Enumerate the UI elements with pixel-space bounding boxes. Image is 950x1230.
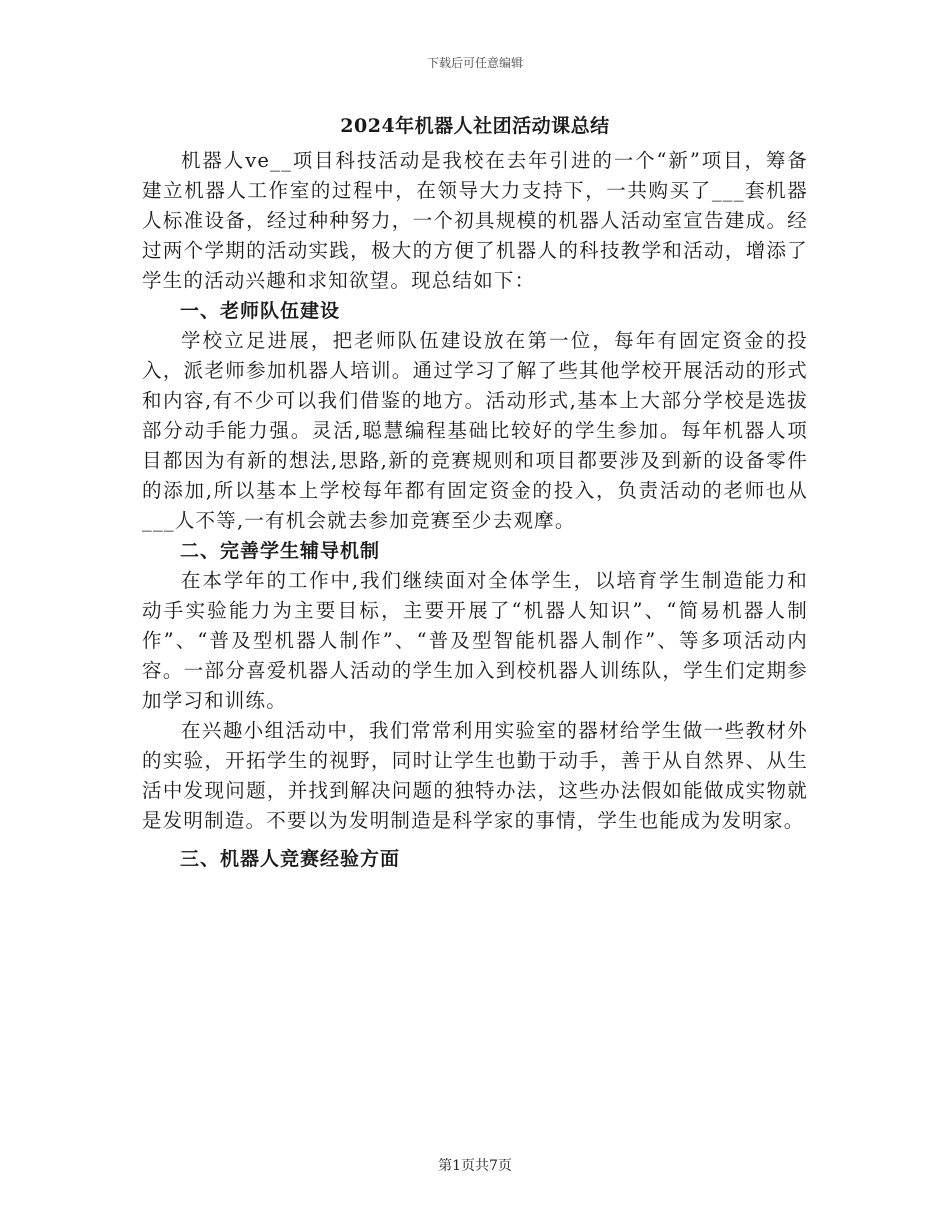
document-body [142,110,808,874]
section-body-student-guidance-2: 在兴趣小组活动中，我们常常利用实验室的器材给学生做一些教材外的实验，开拓学生的视野，同时让学生也勤于动手，善于从自然界、从生活中发现问题，并找到解决问题的独特办法，这些办法假如能做成实物就是发明制造。不要以为发明制造是科学家的事情，学生也能成为发明家。 [142,719,808,832]
section-heading-competition: 三、机器人竞赛经验方面 [180,848,401,870]
section-body-student-guidance-1: 在本学年的工作中,我们继续面对全体学生，以培育学生制造能力和动手实验能力为主要目标，主要开展了“机器人知识”、“简易机器人制作”、“普及型机器人制作”、“普及型智能机器人制作”、等多项活动内容。一部分喜爱机器人活动的学生加入到校机器人训练队，学生们定期参加学习和训练。 [142,569,808,712]
page-number-footer: 第1页共7页 [438,1158,512,1174]
section-heading-student-guidance: 二、完善学生辅导机制 [180,540,381,562]
intro-paragraph: 机器人ve__项目科技活动是我校在去年引进的一个“新”项目，筹备建立机器人工作室的过程中，在领导大力支持下，一共购买了___套机器人标准设备，经过种种努力，一个初具规模的机器人活动室宣告建成。经过两个学期的活动实践，极大的方便了机器人的科技教学和活动，增添了学生的活动兴趣和求知欲望。现总结如下： [142,149,808,292]
section-heading-teacher-team: 一、老师队伍建设 [180,300,341,322]
document-title: 2024年机器人社团活动课总结 [340,115,610,137]
section-body-teacher-team: 学校立足进展，把老师队伍建设放在第一位，每年有固定资金的投入，派老师参加机器人培训。通过学习了解了些其他学校开展活动的形式和内容,有不少可以我们借鉴的地方。活动形式,基本上大部分学校是选拔部分动手能力强。灵活,聪慧编程基础比较好的学生参加。每年机器人项目都因为有新的想法,思路,新的竞赛规则和项目都要涉及到新的设备零件的添加,所以基本上学校每年都有固定资金的投入，负责活动的老师也从___人不等,一有机会就去参加竞赛至少去观摩。 [142,329,808,532]
header-note: 下载后可任意编辑 [426,56,523,70]
